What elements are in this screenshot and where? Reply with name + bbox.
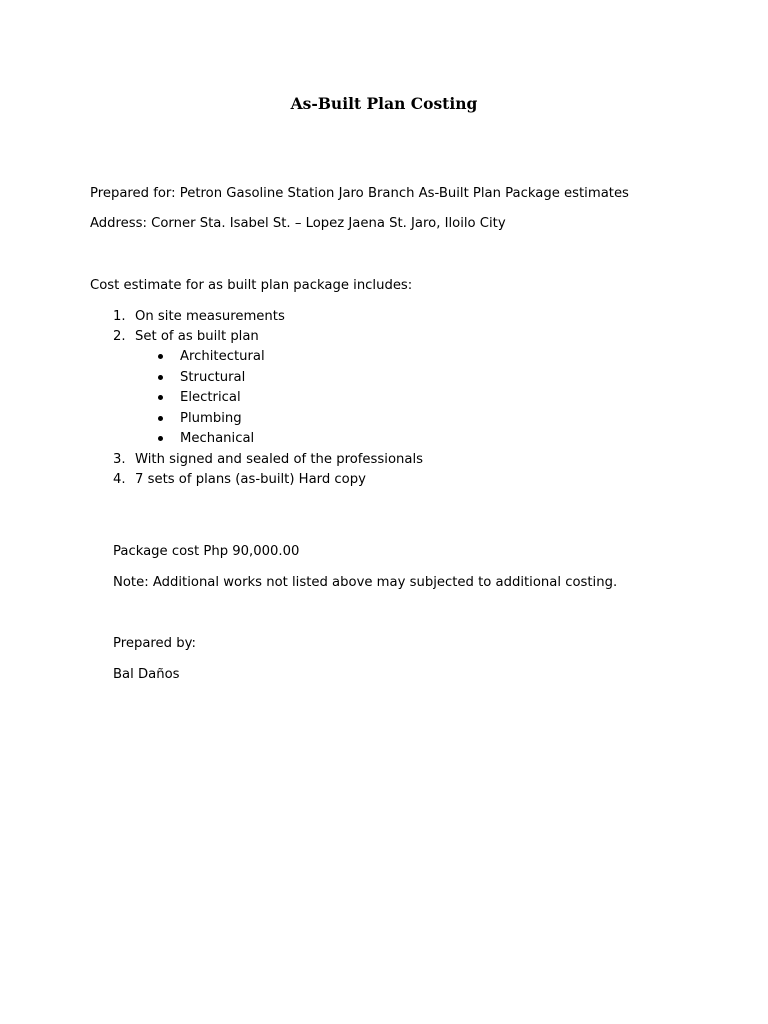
address-text: Address: Corner Sta. Isabel St. – Lopez Jaena St. Jaro, Iloilo City	[90, 216, 506, 231]
package-cost-text: Package cost Php 90,000.00	[113, 544, 300, 559]
prepared-for-text: Prepared for: Petron Gasoline Station Jaro Branch As-Built Plan Package estimates	[90, 186, 629, 201]
prepared-by-label: Prepared by:	[113, 636, 196, 651]
bullet-icon	[158, 375, 163, 380]
sub-list-item: Mechanical	[180, 431, 255, 446]
list-item-number: 1.	[113, 309, 126, 324]
sub-list-item: Electrical	[180, 390, 241, 405]
note-text: Note: Additional works not listed above may subjected to additional costing.	[113, 575, 618, 590]
page-title: As-Built Plan Costing	[290, 94, 478, 113]
list-item: With signed and sealed of the professionals	[135, 452, 423, 467]
sub-list-item: Architectural	[180, 349, 265, 364]
bullet-icon	[158, 395, 163, 400]
sub-list-item: Plumbing	[180, 411, 242, 426]
list-item: Set of as built plan	[135, 329, 259, 344]
list-item: On site measurements	[135, 309, 285, 324]
bullet-icon	[158, 436, 163, 441]
intro-text: Cost estimate for as built plan package includes:	[90, 278, 413, 293]
list-item-number: 4.	[113, 472, 126, 487]
bullet-icon	[158, 354, 163, 359]
prepared-by-name: Bal Daños	[113, 667, 180, 682]
sub-list-item: Structural	[180, 370, 246, 385]
bullet-icon	[158, 416, 163, 421]
list-item: 7 sets of plans (as-built) Hard copy	[135, 472, 366, 487]
list-item-number: 3.	[113, 452, 126, 467]
list-item-number: 2.	[113, 329, 126, 344]
